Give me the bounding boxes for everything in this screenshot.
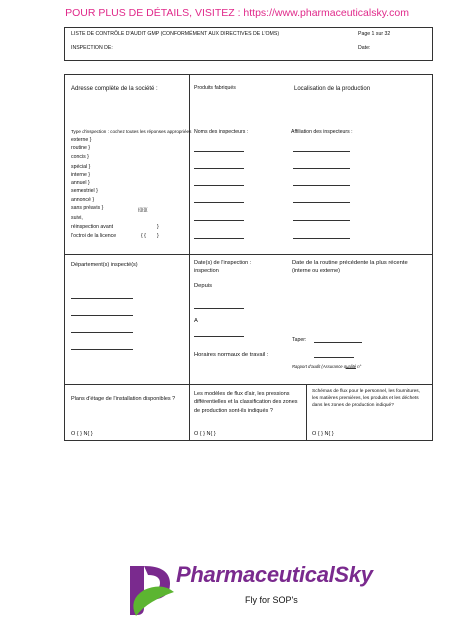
departments-label: Département(s) inspecté(s) [71,262,138,268]
inspection-type-item: annuel } [71,180,90,186]
affiliation-line[interactable] [293,238,350,239]
inspector-name-line[interactable] [194,168,244,169]
inspection-type-item: l'octroi de la licence [71,233,117,239]
row-divider [64,254,433,255]
inspector-name-line[interactable] [194,220,244,221]
inspector-name-line[interactable] [194,202,244,203]
inspectors-label: Noms des inspecteurs : [194,129,249,135]
since-date-line[interactable] [194,308,244,309]
type-label: Taper: [292,337,307,343]
checkbox-mark: } [157,233,159,239]
affiliation-line[interactable] [293,202,350,203]
affiliation-label: Affiliation des inspecteurs : [291,129,353,135]
checkbox-marks: { { { { { { { [138,207,147,212]
department-line[interactable] [71,349,133,350]
products-label: Produits fabriqués [194,85,236,91]
floor-plans-yes-no[interactable]: O { } N{ } [71,431,93,437]
location-label: Localisation de la production [294,86,371,92]
brand-name: PharmaceuticalSky [176,562,373,587]
inspection-type-item: externe } [71,137,92,143]
inspection-type-item: sans préavis } [71,205,104,211]
flow-diagram-question: Schémas de flux pour le personnel, les fournitures, les matières premières, les produits et les déchets dans les zones de production indiqué? [312,389,420,408]
department-line[interactable] [71,315,133,316]
row-divider [64,384,433,385]
inspection-type-item: interne } [71,172,91,178]
previous-routine-label-cont: (interne ou externe) [292,268,340,274]
inspector-name-line[interactable] [194,238,244,239]
type-line[interactable] [314,342,362,343]
inspection-type-item: réinspection avant [71,224,114,230]
checkbox-mark: { { [141,233,146,239]
company-address-label: Adresse complète de la société : [71,86,158,92]
date-label: Date: [358,45,371,51]
inspection-type-item: annoncé } [71,197,95,203]
document-title: LISTE DE CONTRÔLE D'AUDIT GMP (CONFORMÉMENT AUX DIRECTIVES DE L'OMS) [71,31,280,37]
affiliation-line[interactable] [293,151,350,152]
working-hours-line[interactable] [314,357,354,358]
previous-routine-label: Date de la routine précédente la plus récente [292,260,408,266]
audit-report-label: Rapport d'audit (Assurance qualité n° [292,364,362,369]
inspection-type-item: suivi, [71,215,83,221]
affiliation-line[interactable] [293,185,350,186]
airflow-question: Les modèles de flux d'air, les pressions différentielles et la classification des zones de production sont-ils indiqués ? [194,391,298,414]
site-banner: POUR PLUS DE DÉTAILS, VISITEZ : https://www.pharmaceuticalsky.com [65,7,409,19]
inspection-type-title: Type d'inspection : cochez toutes les réponses appropriées [71,129,192,134]
inspection-label: INSPECTION DE: [71,45,113,51]
department-line[interactable] [71,298,133,299]
affiliation-line[interactable] [293,220,350,221]
inspection-dates-label-cont: inspection [194,268,219,274]
flow-diagram-yes-no[interactable]: O { } N{ } [312,431,334,437]
inspector-name-line[interactable] [194,185,244,186]
airflow-yes-no[interactable]: O { } N{ } [194,431,216,437]
page-number: Page 1 sur 32 [358,31,391,37]
checkbox-mark: } [157,224,159,230]
department-line[interactable] [71,332,133,333]
floor-plans-question: Plans d'étage de l'installation disponibles ? [71,396,176,402]
inspection-type-item: concis } [71,154,89,160]
column-divider [306,384,307,441]
affiliation-line[interactable] [293,168,350,169]
inspection-type-item: routine } [71,145,91,151]
inspector-name-line[interactable] [194,151,244,152]
inspection-type-item: semestriel } [71,188,98,194]
inspection-dates-label: Date(s) de l'inspection : [194,260,252,266]
to-date-line[interactable] [194,336,244,337]
working-hours-label: Horaires normaux de travail : [194,352,269,358]
to-label: A [194,318,198,324]
inspection-type-item: spécial } [71,164,91,170]
audit-report-line[interactable] [346,368,356,369]
since-label: Depuis [194,283,213,289]
brand-tagline: Fly for SOP's [245,595,298,605]
